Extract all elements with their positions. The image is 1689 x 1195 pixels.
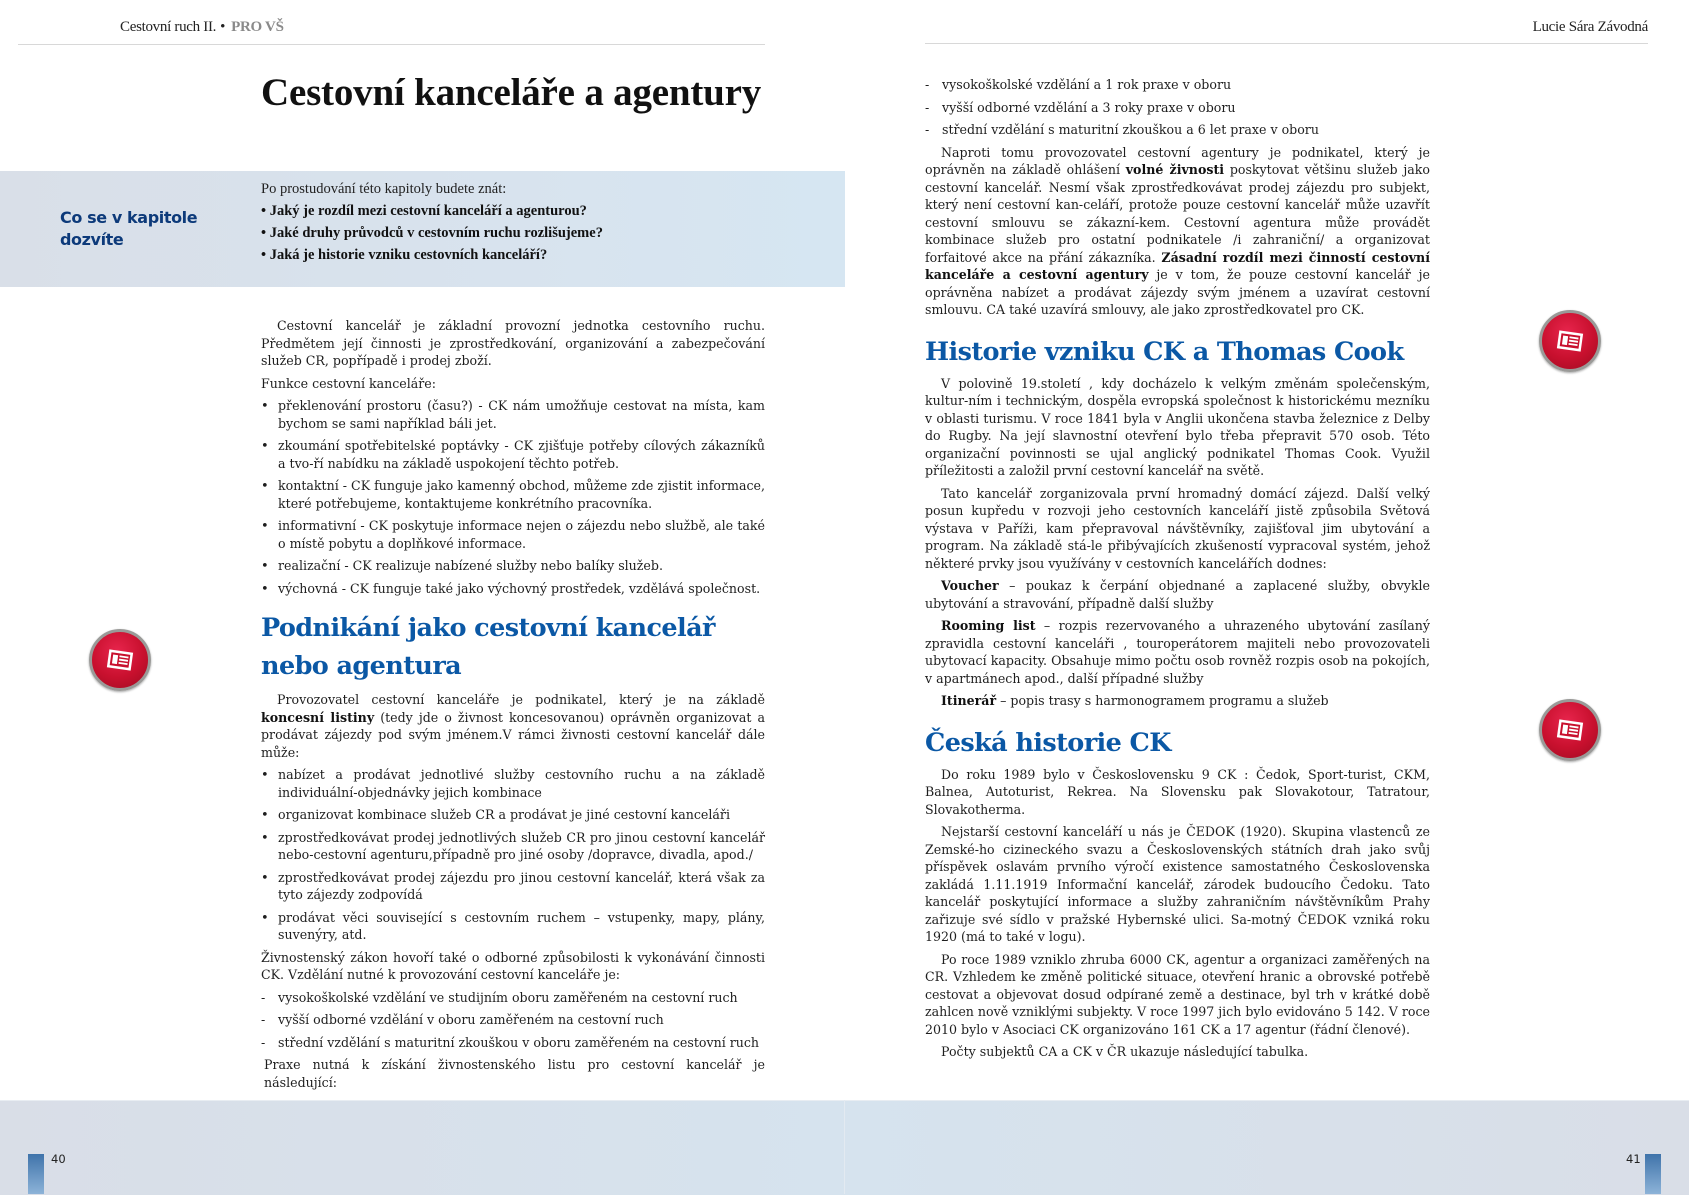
right-header-rule bbox=[925, 43, 1648, 44]
list-item-text: prodávat věci související s cestovním ruchem – vstupenky, mapy, plány, suvenýry, atd. bbox=[278, 909, 765, 942]
note-document-icon bbox=[89, 629, 151, 691]
bullet-marker bbox=[261, 829, 269, 848]
bullet-marker bbox=[261, 397, 269, 416]
list-item bbox=[261, 1034, 765, 1052]
left-body-column bbox=[261, 317, 765, 1096]
operator-paragraph bbox=[261, 691, 765, 761]
page-number-right: 41 bbox=[1626, 1152, 1641, 1166]
term-definition: – poukaz k čerpání objednané a zaplacené služby, obvykle ubytování a stravování, případně další služby bbox=[925, 578, 1430, 611]
agency-paragraph bbox=[925, 144, 1430, 319]
section-heading-business bbox=[261, 609, 765, 685]
czech-paragraph: Po roce 1989 vzniklo zhruba 6000 CK, agentur a organizaci zaměřených na CR. Vzhledem ke změně politické situace, otevření hranic a obrovské potřebě cestovat a objevovat dosud odpírané země a destinace, byl trh v krátké době zahlcen nově vzniklými subjekty. V roce 1997 jich bylo evidováno 5 142. V roce 2010 bylo v Asociaci CK organizováno 161 CK a 17 agentur (řádní členové). bbox=[925, 951, 1430, 1037]
left-header-rule bbox=[18, 44, 765, 45]
term-definition: – rozpis rezervovaného a uhrazeného ubytování zasílaný zpravidla cestovní kanceláři , touroperátorem majiteli nebo provozovateli ubytovací kapacity. Obsahuje mimo počtu osob rovněž rozpis osob na pokojích, v apartmánech apod., další případné služby bbox=[925, 618, 1430, 686]
term-label: Voucher bbox=[941, 578, 999, 593]
dash-marker bbox=[925, 76, 929, 94]
bullet-marker bbox=[261, 517, 269, 536]
dash-marker bbox=[925, 99, 929, 117]
series-label: PRO VŠ bbox=[231, 19, 284, 35]
text-run: (tedy jde o živnost koncesovanou) oprávněn organizovat a prodávat zájezdy pod svým jménem.V rámci živnosti cestovní kancelář dále může: bbox=[261, 709, 765, 760]
intro-paragraph: Cestovní kancelář je základní provozní jednotka cestovního ruchu. Předmětem její činnosti je zprostředkování, organizování a zabezpečování služeb CR, popřípadě i prodej zboží. bbox=[261, 318, 765, 368]
czech-paragraph: Nejstarší cestovní kanceláří u nás je ČEDOK (1920). Skupina vlastenců ze Zemské-ho cizineckého svazu a Československých státních drah jako svůj příspěvek oslavám prvního výročí existence samostatného Československa zakládá 1.11.1919 Informační kancelář, zárodek budoucího Čedoku. Tato kancelář poskytující informace a služby zahraničním návštěvníkům Prahy zařizuje své sídlo v pražské Hybernské ulici. Sa-motný ČEDOK vzniká roku 1920 (má to také v logu). bbox=[925, 824, 1430, 944]
list-item-text: nabízet a prodávat jednotlivé služby cestovního ruchu a na základě individuální-objednávky jejich kombinace bbox=[278, 767, 765, 800]
education-list bbox=[261, 989, 765, 1052]
may-list bbox=[261, 766, 765, 944]
list-item-text: informativní - CK poskytuje informace nejen o zájezdu nebo službě, ale také o místě pobytu a doplňkové informace. bbox=[278, 518, 765, 551]
objectives-label: Co se v kapitole dozvíte bbox=[60, 208, 198, 249]
bullet-marker bbox=[261, 437, 269, 456]
section-heading-czech-history: Česká historie CK bbox=[925, 727, 1171, 758]
list-item bbox=[261, 557, 765, 575]
czech-paragraph: Počty subjektů CA a CK v ČR ukazuje následující tabulka. bbox=[941, 1044, 1309, 1059]
bullet-marker bbox=[261, 909, 269, 928]
list-item bbox=[261, 869, 765, 904]
functions-list bbox=[261, 397, 765, 597]
list-item-text: zprostředkovávat prodej jednotlivých služeb CR pro jinou cestovní kancelář nebo-cestovní agenturu,případně pro jiné osoby /dopravce, divadla, apod./ bbox=[278, 829, 765, 862]
law-paragraph: Živnostenský zákon hovoří také o odborné způsobilosti k vykonávání činnosti CK. Vzdělání nutné k provozování cestovní kanceláře je: bbox=[261, 949, 765, 982]
bullet-marker bbox=[261, 869, 269, 888]
text-run: Naproti tomu provozovatel cestovní agentury je podnikatel, který je oprávněn na základě ohlášení bbox=[925, 144, 1430, 177]
list-item bbox=[925, 99, 1430, 117]
dash-marker bbox=[261, 1034, 265, 1052]
page-marker-bar bbox=[28, 1154, 44, 1194]
list-item-text: vyšší odborné vzdělání a 3 roky praxe v oboru bbox=[942, 99, 1236, 115]
text-run: poskytovat většinu služeb jako cestovní kancelář. Nesmí však zprostředkovávat prodej zájezdu pro subjekt, který není cestovní kan-celáří, protože pouze cestovní kancelář může uzavřít cestovní smlouvu se zákazní-kem. Cestovní agentura může provádět kombinace služeb pro ostatní podnikatele /i zahraniční/ a organizovat forfaitové akce na přání zákazníka. bbox=[925, 162, 1431, 265]
section-heading-history: Historie vzniku CK a Thomas Cook bbox=[925, 336, 1404, 367]
objectives-content bbox=[261, 181, 821, 264]
bold-term: volné živnosti bbox=[1125, 162, 1225, 177]
list-item-text: vysokoškolské vzdělání ve studijním oboru zaměřeném na cestovní ruch bbox=[278, 989, 738, 1005]
list-item-text: překlenování prostoru (času?) - CK nám umožňuje cestovat na místa, kam bychom se sami například báli jet. bbox=[278, 398, 765, 431]
list-item-text: vyšší odborné vzdělání v oboru zaměřeném na cestovní ruch bbox=[278, 1012, 664, 1027]
page-marker-bar bbox=[1645, 1154, 1661, 1194]
document-glyph bbox=[106, 646, 134, 674]
bullet-marker bbox=[261, 766, 269, 785]
practice-paragraph: Praxe nutná k získání živnostenského listu pro cestovní kancelář je následující: bbox=[264, 1057, 765, 1090]
text-run: Provozovatel cestovní kanceláře je podnikatel, který je na základě bbox=[277, 692, 765, 707]
bullet-marker bbox=[261, 806, 269, 825]
list-item-text: realizační - CK realizuje nabízené služby nebo balíky služeb. bbox=[278, 558, 663, 573]
dash-marker bbox=[925, 121, 929, 139]
list-item bbox=[925, 121, 1430, 139]
list-item bbox=[261, 989, 765, 1007]
history-paragraph: Tato kancelář zorganizovala první hromadný domácí zájezd. Další velký posun kupředu v rozvoji jeho cestovních kanceláří jistě způsobila Světová výstava v Paříži, kam přepravoval návštěvníky, zajišťoval jim ubytování a program. Na základě stá-le přibývajících zkušeností vypracoval systém, jehož některé prvky jsou využívány v cestovních kancelářích dodnes: bbox=[925, 485, 1430, 571]
list-item-text: organizovat kombinace služeb CR a prodávat je jiné cestovní kanceláři bbox=[278, 807, 730, 822]
note-document-icon bbox=[1539, 310, 1601, 372]
bullet-marker bbox=[261, 557, 269, 576]
list-item-text: zprostředkovávat prodej zájezdu pro jinou cestovní kancelář, která však za tyto zájezdy zodpovídá bbox=[278, 869, 765, 902]
document-glyph bbox=[1556, 716, 1584, 744]
term-itinerary bbox=[925, 692, 1430, 710]
bullet-marker bbox=[261, 580, 269, 599]
list-item bbox=[261, 397, 765, 432]
list-item bbox=[261, 580, 765, 598]
objectives-intro: Po prostudování této kapitoly budete znát: bbox=[261, 181, 507, 197]
list-item bbox=[925, 76, 1430, 94]
list-item-text: střední vzdělání s maturitní zkouškou a 6 let praxe v oboru bbox=[942, 122, 1319, 137]
term-rooming-list bbox=[925, 617, 1430, 687]
objective-question: • Jaké druhy průvodců v cestovním ruchu rozlišujeme? bbox=[261, 225, 603, 241]
functions-label: Funkce cestovní kanceláře: bbox=[261, 375, 436, 391]
term-definition: – popis trasy s harmonogramem programu a služeb bbox=[996, 693, 1329, 708]
right-body-column bbox=[925, 76, 1430, 1066]
list-item-text: střední vzdělání s maturitní zkouškou v oboru zaměřeném na cestovní ruch bbox=[278, 1034, 760, 1050]
text-run: je v tom, že pouze cestovní kancelář je oprávněna nabízet a prodávat zájezdy svým jménem a uzavírat cestovní smlouvu. CA také uzavírá smlouvy, ale jako zprostředkovatel pro CK. bbox=[925, 267, 1430, 317]
section-heading-line: Podnikání jako cestovní kancelář bbox=[261, 613, 715, 643]
practice-list bbox=[925, 76, 1430, 139]
objective-question: • Jaký je rozdíl mezi cestovní kanceláří a agenturou? bbox=[261, 203, 587, 219]
note-document-icon bbox=[1539, 699, 1601, 761]
list-item-text: kontaktní - CK funguje jako kamenný obchod, můžeme zde zjistit informace, které potřebujeme, kontaktujeme konkrétního pracovníka. bbox=[278, 478, 765, 511]
dash-marker bbox=[261, 1011, 265, 1029]
list-item-text: výchovná - CK funguje také jako výchovný prostředek, vzdělává společnost. bbox=[278, 580, 761, 596]
bold-term: Zásadní rozdíl mezi činností cestovní kanceláře a cestovní agentury bbox=[925, 249, 1430, 282]
list-item bbox=[261, 806, 765, 824]
left-running-head bbox=[120, 19, 284, 36]
term-voucher bbox=[925, 577, 1430, 612]
section-heading-line: nebo agentura bbox=[261, 651, 462, 681]
list-item-text: zkoumání spotřebitelské poptávky - CK zjišťuje potřeby cílových zákazníků a tvo-ří nabídku na základě uspokojení těchto potřeb. bbox=[278, 438, 765, 471]
right-running-head: Lucie Sára Závodná bbox=[1532, 19, 1648, 35]
term-label: Rooming list bbox=[941, 618, 1036, 633]
list-item bbox=[261, 1011, 765, 1029]
bold-term: koncesní listiny bbox=[261, 709, 375, 725]
term-label: Itinerář bbox=[941, 693, 997, 708]
list-item bbox=[261, 766, 765, 801]
list-item bbox=[261, 477, 765, 512]
document-glyph bbox=[1556, 327, 1584, 355]
list-item bbox=[261, 909, 765, 944]
objective-question: • Jaká je historie vzniku cestovních kanceláří? bbox=[261, 247, 548, 263]
dash-marker bbox=[261, 989, 265, 1007]
spine-gutter bbox=[844, 1100, 845, 1194]
page-number-left: 40 bbox=[51, 1152, 66, 1166]
bullet-marker bbox=[261, 477, 269, 496]
history-paragraph: V polovině 19.století , kdy docházelo k velkým změnám společenským, kultur-ním i technickým, dospěla evropská společnost k historickému mezníku v oblasti turismu. V roce 1841 byla v Anglii ukončena stavba železnice z Delby do Rugby. Na její slavnostní otevření bylo třeba přepravit 570 osob. Této organizační povinnosti se ujal anglický podnikatel Thomas Cook. Využil příležitosti a založil první cestovní kancelář na světě. bbox=[925, 375, 1430, 478]
czech-paragraph: Do roku 1989 bylo v Československu 9 CK : Čedok, Sport-turist, CKM, Balnea, Autoturist, Rekrea. Na Slovensku pak Slovakotour, Tatratour, Slovakotherma. bbox=[925, 766, 1430, 817]
book-title: Cestovní ruch II. bbox=[120, 19, 217, 35]
chapter-title: Cestovní kanceláře a agentury bbox=[261, 71, 762, 114]
list-item bbox=[261, 517, 765, 552]
running-head-bullet: • bbox=[220, 19, 226, 35]
list-item-text: vysokoškolské vzdělání a 1 rok praxe v oboru bbox=[942, 77, 1232, 92]
list-item bbox=[261, 437, 765, 472]
list-item bbox=[261, 829, 765, 864]
